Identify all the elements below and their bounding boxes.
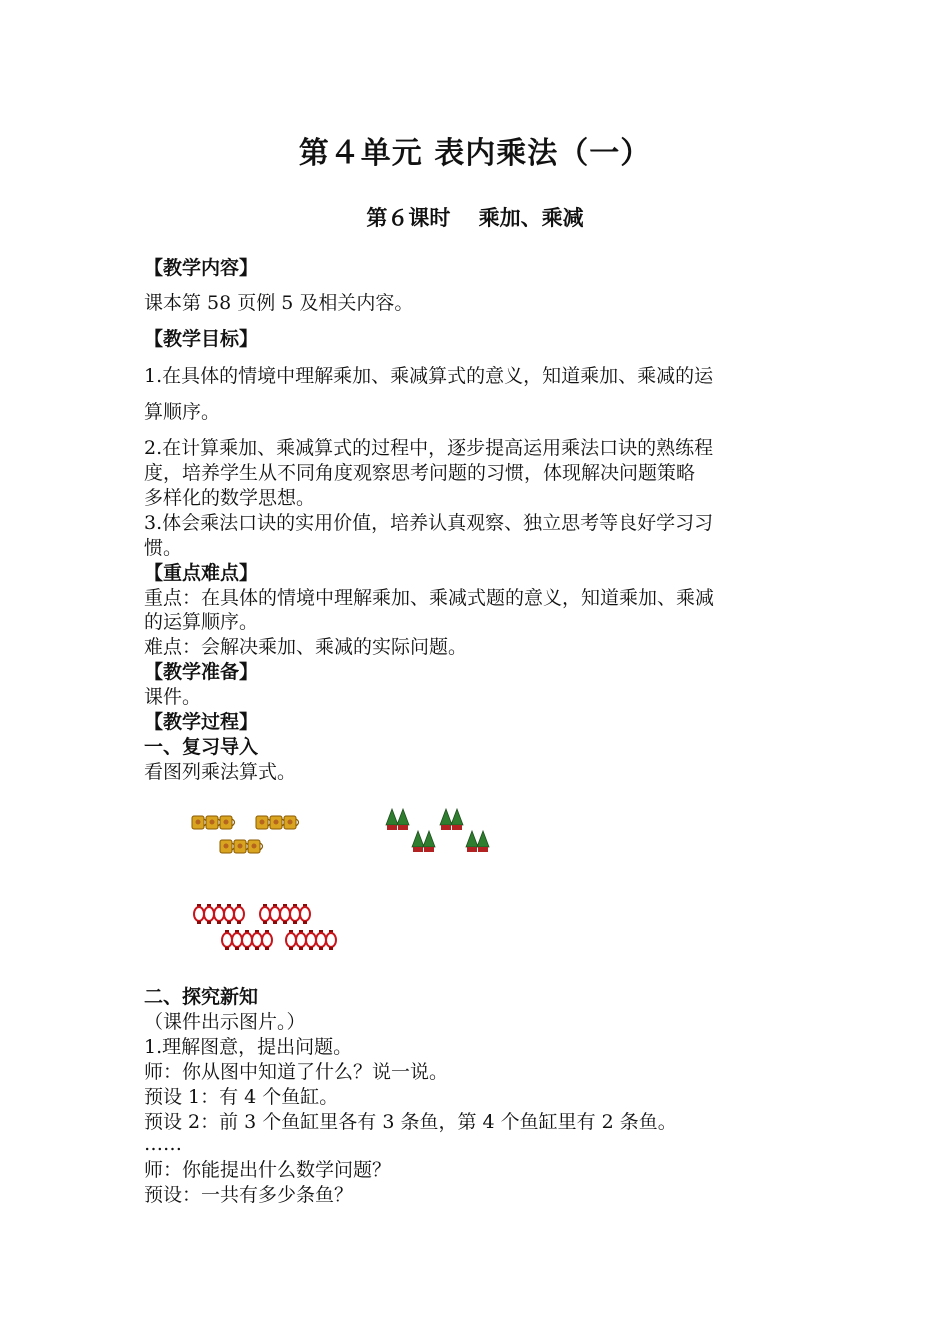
goal1-line1: 1.在具体的情境中理解乘加、乘减算式的意义，知道乘加、乘减的运 (144, 365, 714, 387)
lantern-icon (262, 930, 272, 950)
cup-icon (256, 816, 271, 829)
cup-icon (206, 816, 221, 829)
cup-icon (248, 840, 263, 853)
lantern-icon (224, 904, 234, 924)
lantern-icon (270, 904, 280, 924)
cups-group-icon (188, 808, 313, 863)
lantern-icon (280, 904, 290, 924)
tree-icon (477, 831, 489, 852)
part2-heading: 二、探究新知 (144, 986, 259, 1008)
prep-text: 课件。 (144, 686, 202, 708)
part1-heading: 一、复习导入 (144, 736, 259, 758)
goal2-line3: 多样化的数学思想。 (144, 487, 316, 509)
lantern-icon (222, 930, 232, 950)
heading-prep: 【教学准备】 (144, 661, 259, 683)
part2-line2: 1.理解图意，提出问题。 (144, 1036, 353, 1058)
tree-icon (386, 809, 398, 830)
lesson-subtitle: 第６课时 乘加、乘减 (366, 206, 584, 230)
key-line2: 的运算顺序。 (144, 611, 259, 633)
heading-content: 【教学内容】 (144, 257, 259, 279)
cup-icon (284, 816, 299, 829)
lantern-icon (316, 930, 326, 950)
key-line1: 重点：在具体的情境中理解乘加、乘减式题的意义，知道乘加、乘减 (144, 587, 715, 609)
trees-group-icon (382, 805, 497, 857)
lantern-icon (204, 904, 214, 924)
part2-line5: 预设 2：前 3 个鱼缸里各有 3 条鱼，第 4 个鱼缸里有 2 条鱼。 (144, 1111, 677, 1133)
lantern-icon (326, 930, 336, 950)
lantern-icon (300, 904, 310, 924)
difficulty-text: 难点：会解决乘加、乘减的实际问题。 (144, 636, 468, 658)
lanterns-group-icon (190, 898, 345, 954)
page-title: 第４单元 表内乘法（一） (298, 136, 652, 171)
lantern-icon (252, 930, 262, 950)
lantern-icon (194, 904, 204, 924)
goal3-line2: 惯。 (144, 537, 183, 559)
lantern-icon (286, 930, 296, 950)
lantern-icon (242, 930, 252, 950)
cup-icon (220, 816, 235, 829)
lantern-icon (306, 930, 316, 950)
tree-icon (440, 809, 452, 830)
lantern-icon (260, 904, 270, 924)
tree-icon (397, 809, 409, 830)
heading-goals: 【教学目标】 (144, 328, 259, 350)
goal2-line1: 2.在计算乘加、乘减算式的过程中，逐步提高运用乘法口诀的熟练程 (144, 437, 714, 459)
cup-icon (220, 840, 235, 853)
part2-line3: 师：你从图中知道了什么？说一说。 (144, 1061, 449, 1083)
lantern-icon (232, 930, 242, 950)
lantern-icon (290, 904, 300, 924)
cup-icon (234, 840, 249, 853)
part2-line6: …… (144, 1133, 182, 1155)
goal2-line2: 度，培养学生从不同角度观察思考问题的习惯，体现解决问题策略 (144, 462, 696, 484)
part2-line4: 预设 1：有 4 个鱼缸。 (144, 1086, 339, 1108)
lantern-icon (234, 904, 244, 924)
tree-icon (466, 831, 478, 852)
part1-text: 看图列乘法算式。 (144, 761, 297, 783)
goal1-line2: 算顺序。 (144, 401, 221, 423)
tree-icon (423, 831, 435, 852)
part2-line8: 预设：一共有多少条鱼？ (144, 1184, 354, 1206)
lantern-icon (214, 904, 224, 924)
part2-line7: 师：你能提出什么数学问题？ (144, 1159, 392, 1181)
heading-process: 【教学过程】 (144, 711, 259, 733)
lantern-icon (296, 930, 306, 950)
tree-icon (451, 809, 463, 830)
tree-icon (412, 831, 424, 852)
goal3-line1: 3.体会乘法口诀的实用价值，培养认真观察、独立思考等良好学习习 (144, 512, 714, 534)
content-text: 课本第 58 页例 5 及相关内容。 (144, 292, 414, 314)
part2-line1: （课件出示图片。） (144, 1011, 306, 1033)
cup-icon (270, 816, 285, 829)
heading-key: 【重点难点】 (144, 562, 259, 584)
cup-icon (192, 816, 207, 829)
